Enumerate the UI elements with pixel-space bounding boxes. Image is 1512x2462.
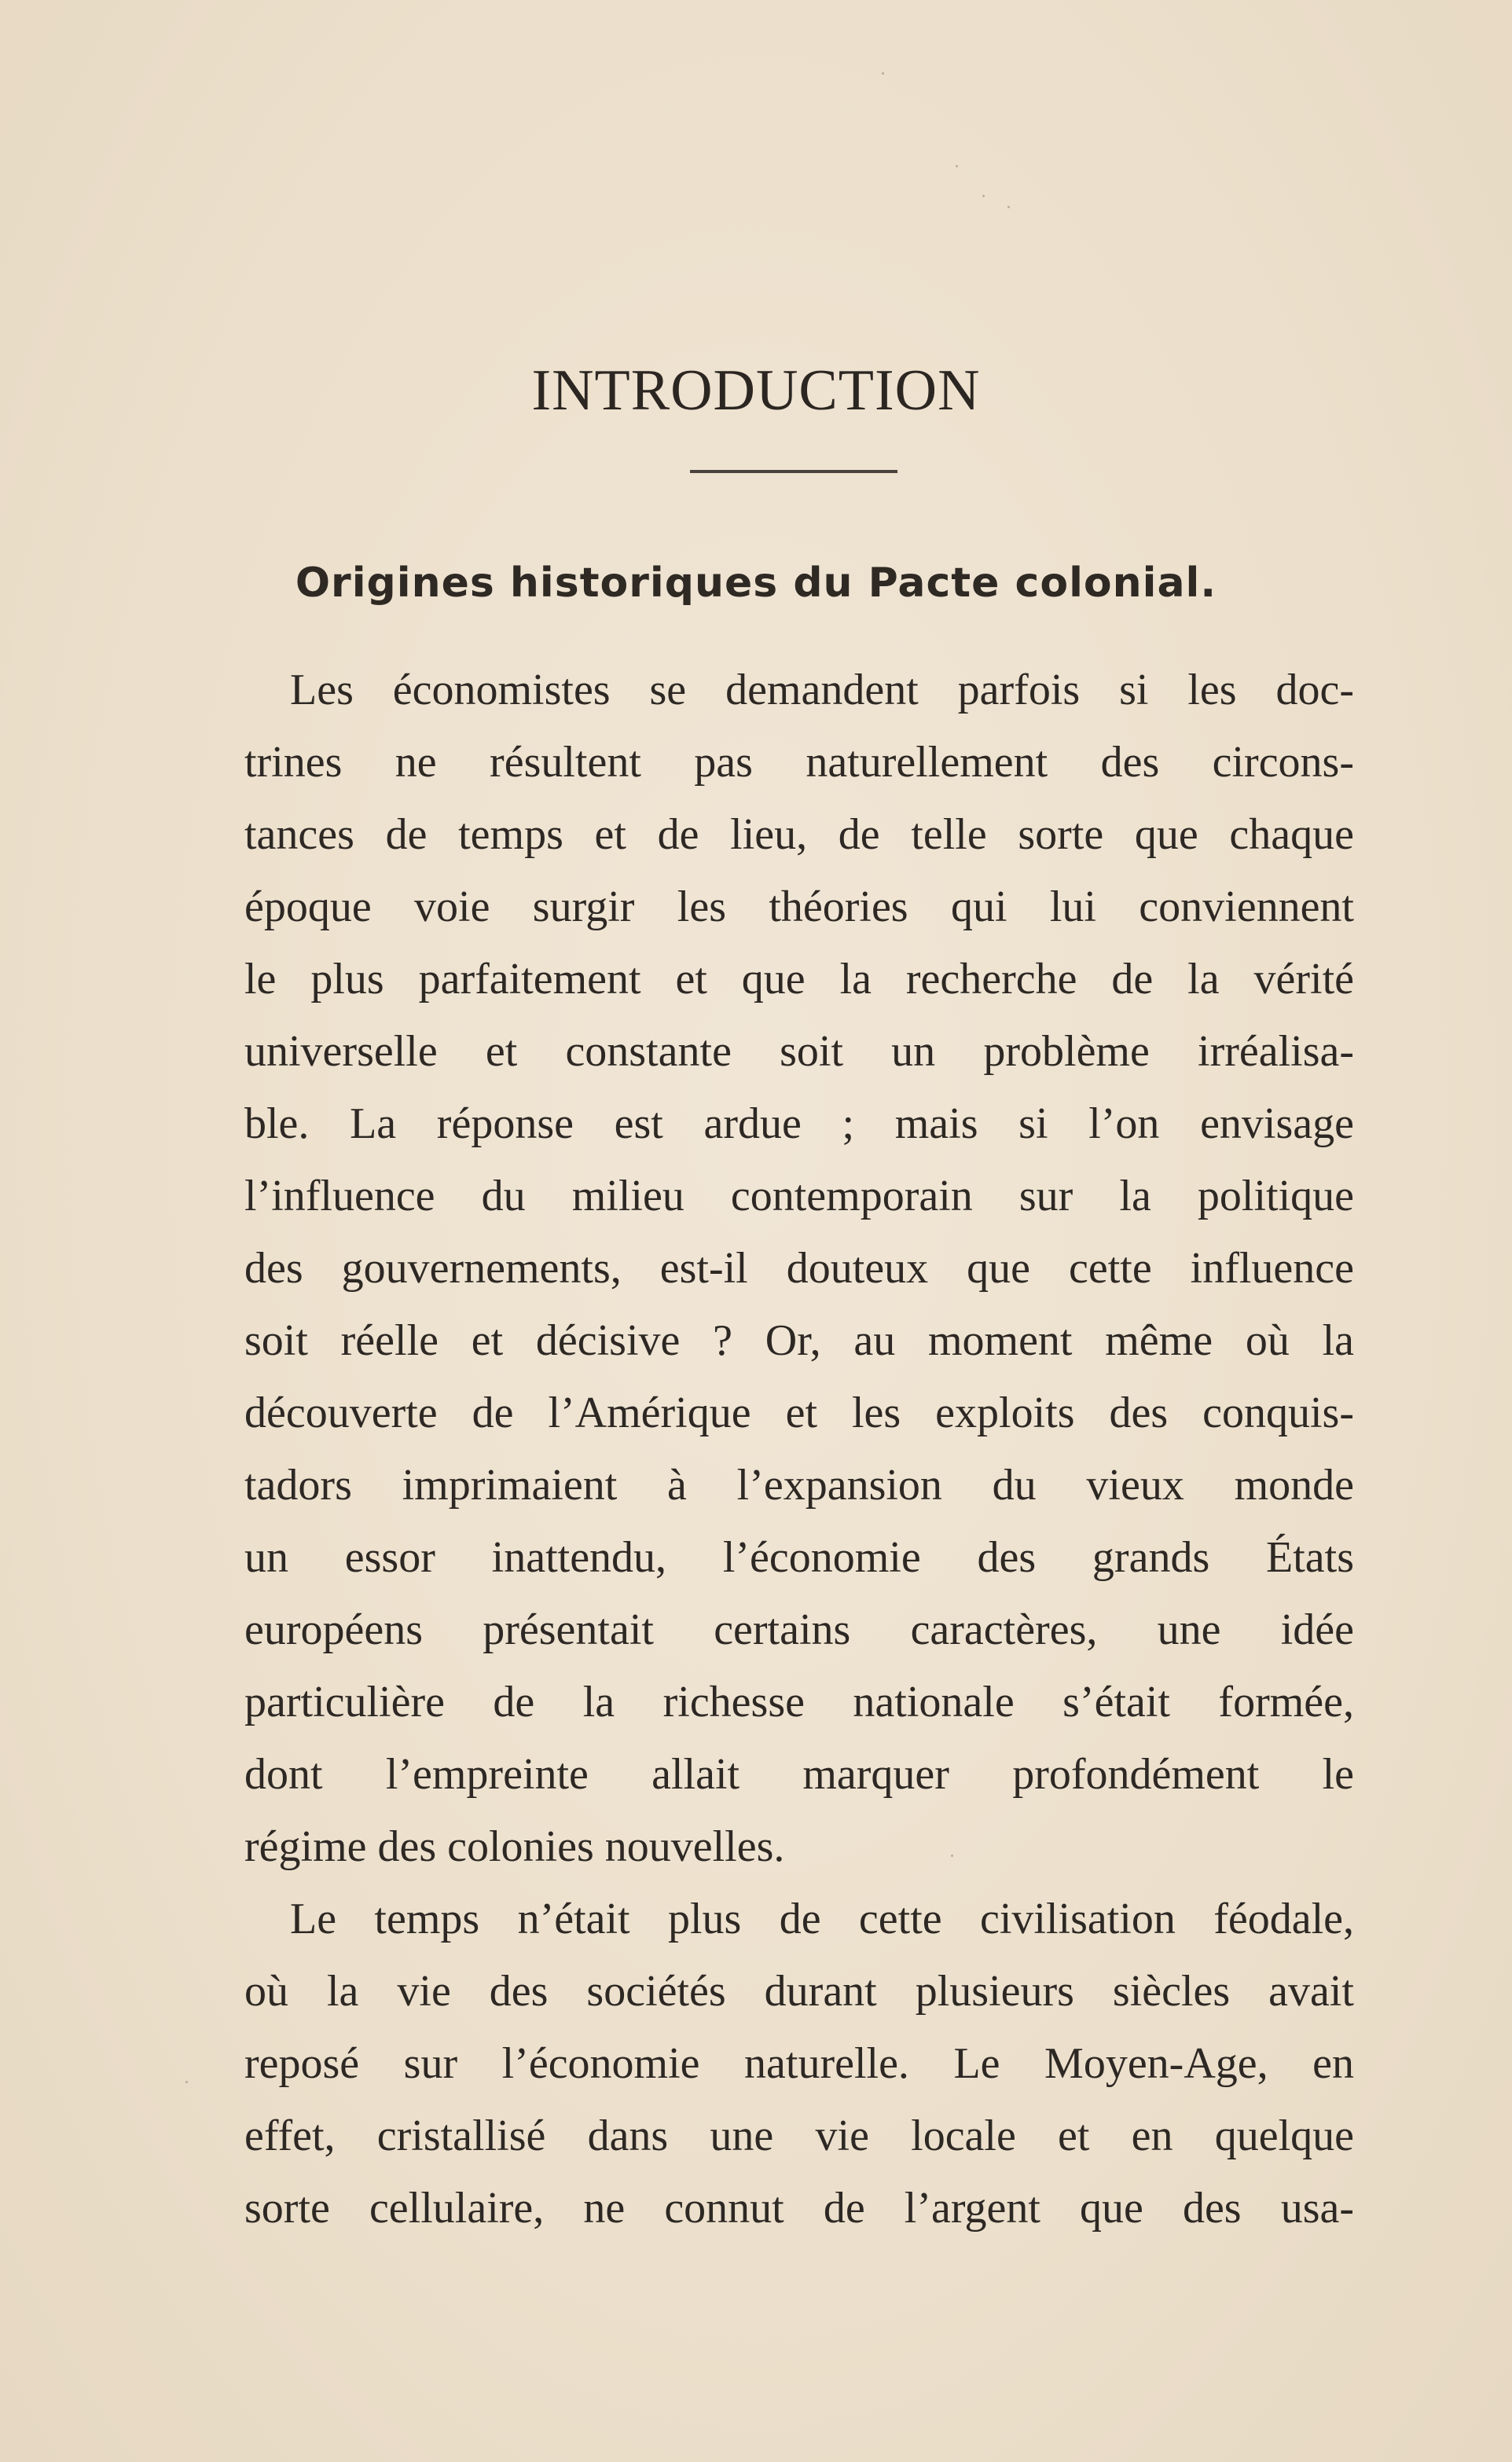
text-line: un essor inattendu, l’économie des grands États <box>244 1533 1354 1582</box>
paper-speck <box>882 72 884 75</box>
paragraph-2 <box>244 1883 1354 2244</box>
text-line: ble. La réponse est ardue ; mais si l’on envisage <box>244 1099 1354 1148</box>
text-line: effet, cristallisé dans une vie locale et en quelque <box>244 2112 1354 2160</box>
text-line: le plus parfaitement et que la recherche de la vérité <box>244 955 1354 1004</box>
text-line: Le temps n’était plus de cette civilisation féodale, <box>290 1895 1354 1943</box>
section-subtitle: Origines historiques du Pacte colonial. <box>295 560 1217 607</box>
paper-speck <box>185 2081 188 2083</box>
paper-speck <box>982 195 985 197</box>
text-line: trines ne résultent pas naturellement des circons- <box>244 738 1354 787</box>
chapter-heading: INTRODUCTION <box>531 358 981 423</box>
text-line: où la vie des sociétés durant plusieurs siècles avait <box>244 1967 1354 2016</box>
paper-speck <box>1007 206 1010 208</box>
text-line: sorte cellulaire, ne connut de l’argent que des usa- <box>244 2184 1354 2233</box>
text-line: tances de temps et de lieu, de telle sorte que chaque <box>244 810 1354 859</box>
text-line: époque voie surgir les théories qui lui conviennent <box>244 882 1354 931</box>
paper-speck <box>956 165 958 167</box>
text-line: dont l’empreinte allait marquer profondément le <box>244 1750 1354 1799</box>
text-line: l’influence du milieu contemporain sur la politique <box>244 1172 1354 1220</box>
text-line: des gouvernements, est-il douteux que cette influence <box>244 1244 1354 1293</box>
text-line: européens présentait certains caractères, une idée <box>244 1605 1354 1654</box>
text-line: reposé sur l’économie naturelle. Le Moyen-Age, en <box>244 2039 1354 2088</box>
heading-rule <box>690 470 897 473</box>
text-line: Les économistes se demandent parfois si les doc- <box>290 666 1354 714</box>
text-line: particulière de la richesse nationale s’était formée, <box>244 1678 1354 1726</box>
text-line: universelle et constante soit un problème irréalisa- <box>244 1027 1354 1076</box>
text-line: soit réelle et décisive ? Or, au moment même où la <box>244 1316 1354 1365</box>
text-line: tadors imprimaient à l’expansion du vieux monde <box>244 1461 1354 1510</box>
text-line: régime des colonies nouvelles. <box>244 1822 785 1871</box>
paragraph-1 <box>244 654 1354 1883</box>
text-line: découverte de l’Amérique et les exploits des conquis- <box>244 1389 1354 1437</box>
